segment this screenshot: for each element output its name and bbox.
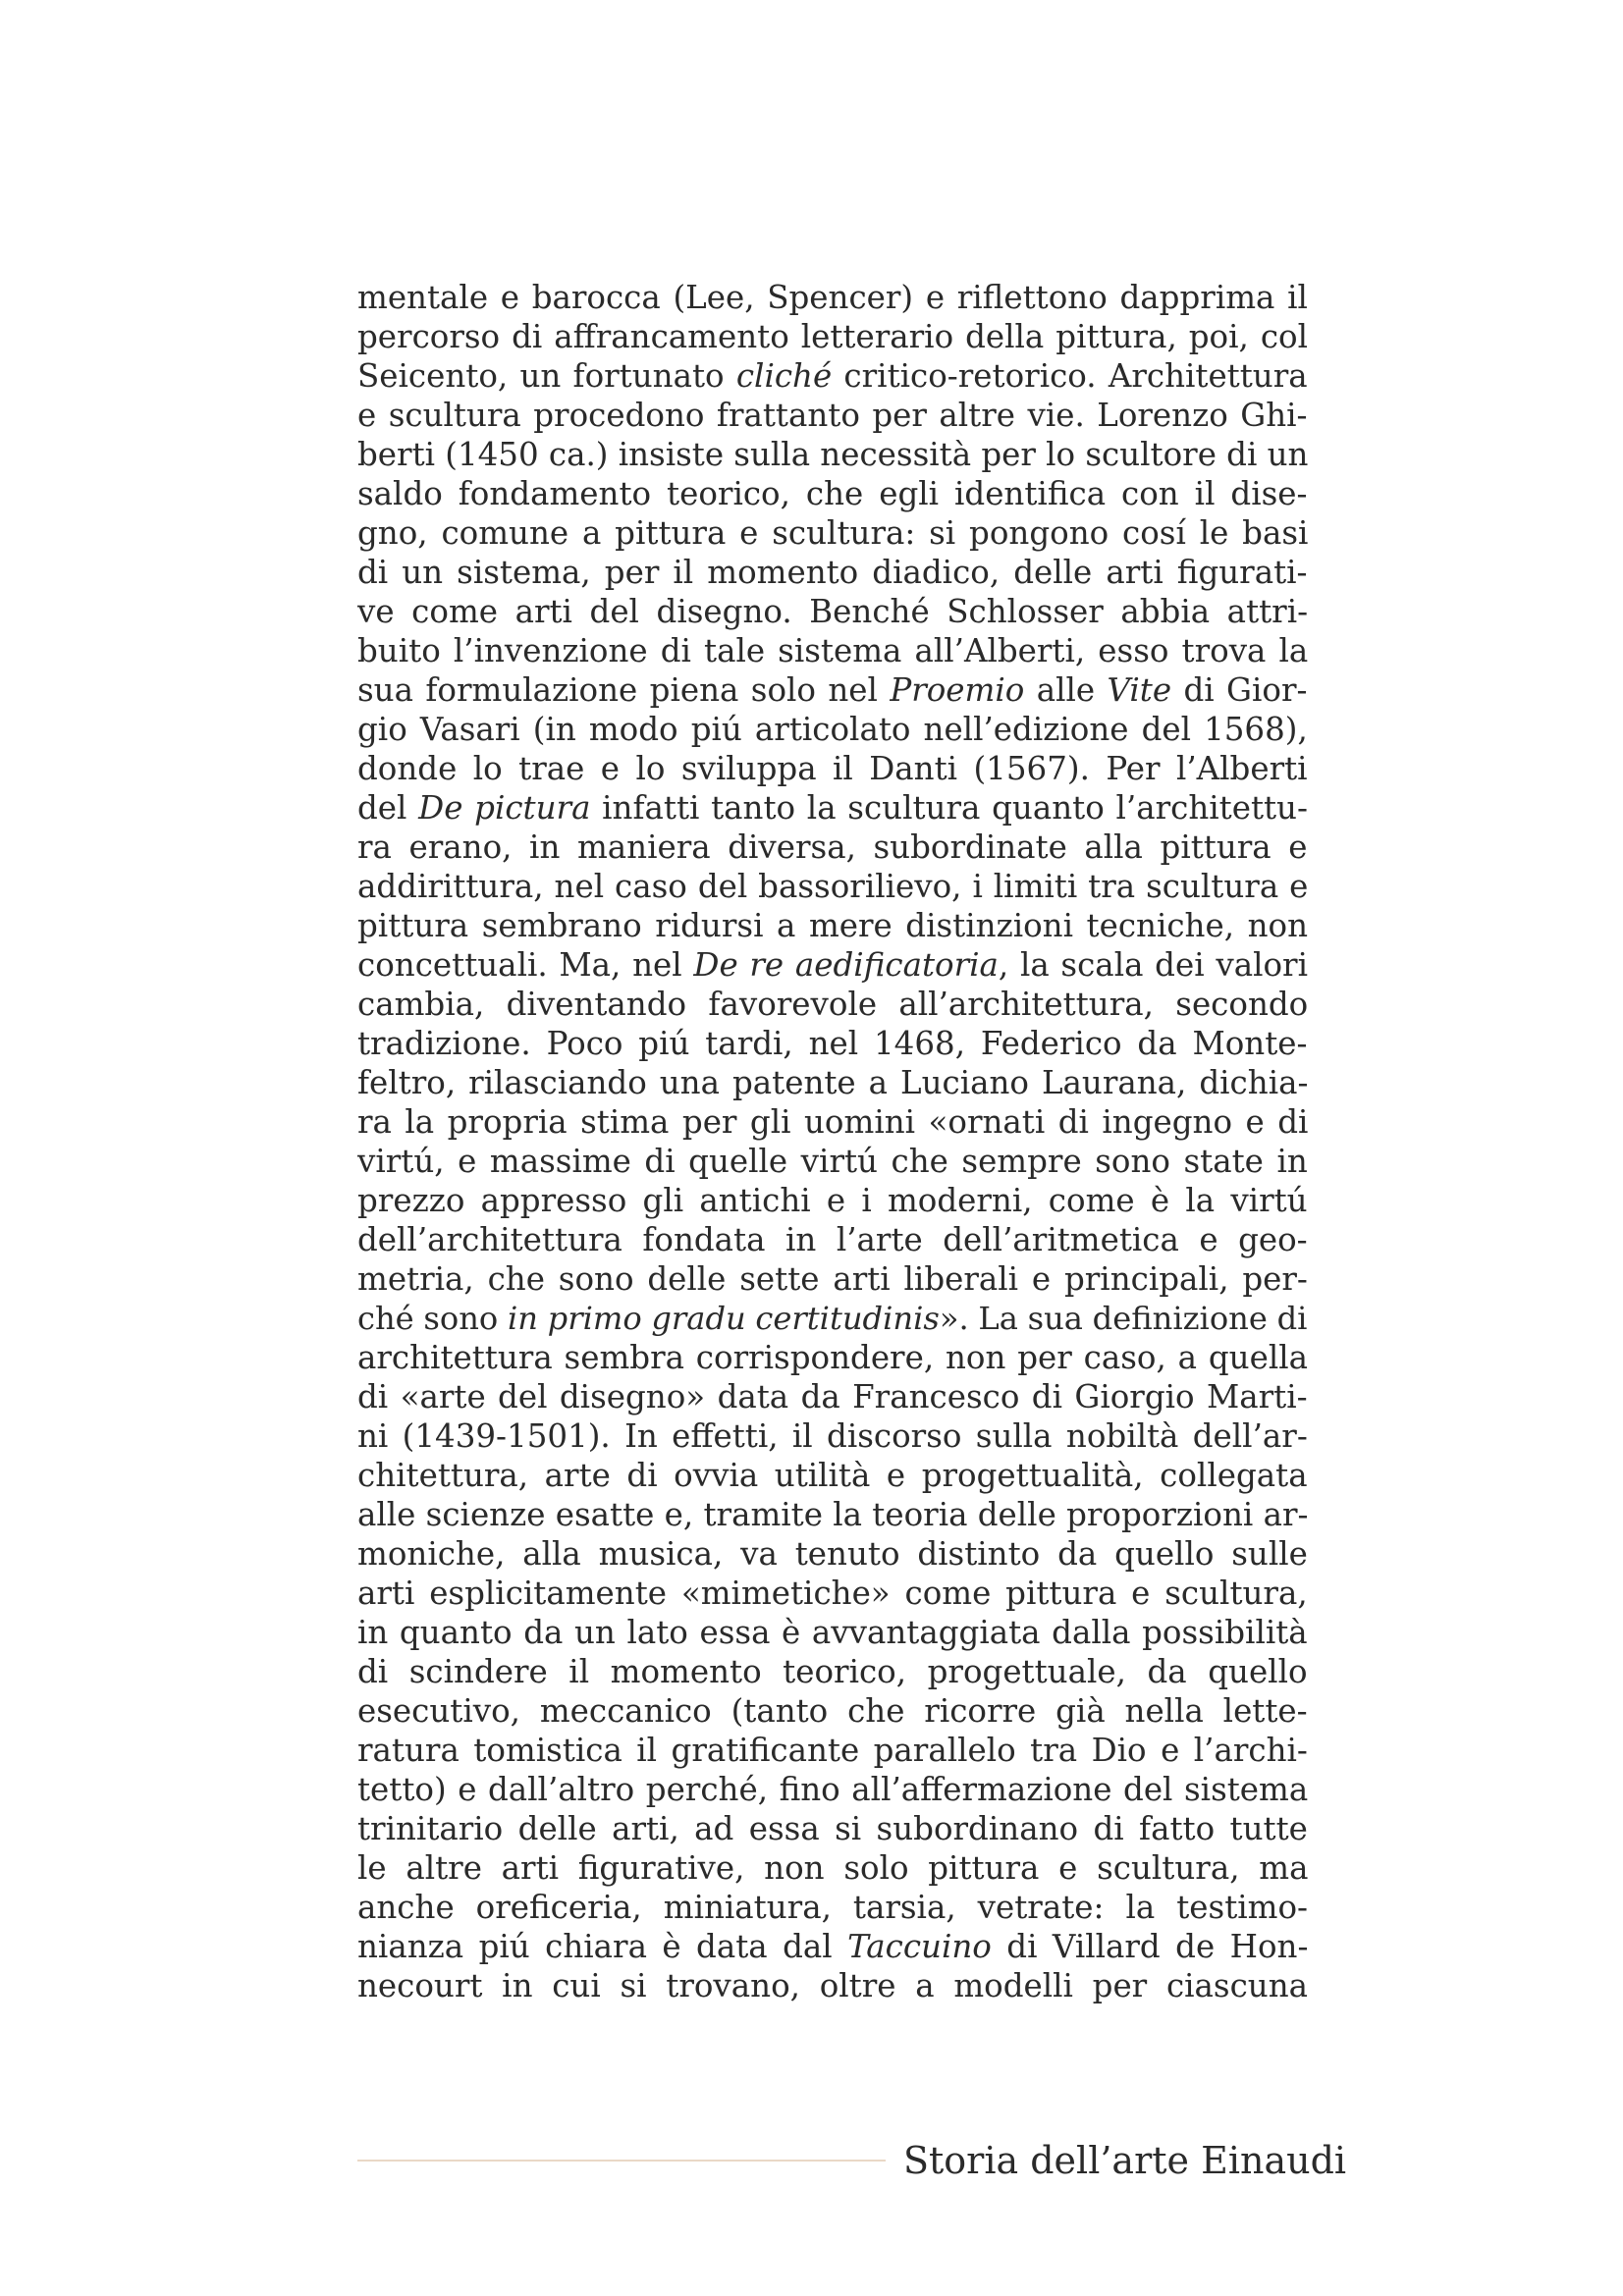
text-line: addirittura, nel caso del bassorilievo, i limiti tra scultura e [357, 868, 1308, 905]
italic-term: Taccuino [847, 1928, 992, 1965]
text-line: buito l’invenzione di tale sistema all’Alberti, esso trova la [357, 632, 1308, 669]
text-line: saldo fondamento teorico, che egli identifica con il dise- [357, 475, 1308, 512]
text-line: metria, che sono delle sette arti liberali e principali, per- [357, 1260, 1308, 1298]
italic-term: Proemio [890, 671, 1025, 709]
text-line: ché sono in primo gradu certitudinis». La sua definizione di [357, 1300, 1308, 1337]
text-line: tradizione. Poco piú tardi, nel 1468, Federico da Monte- [357, 1025, 1308, 1062]
text-line: moniche, alla musica, va tenuto distinto da quello sulle [357, 1535, 1308, 1573]
text-line: donde lo trae e lo sviluppa il Danti (1567). Per l’Alberti [357, 750, 1308, 787]
text-line: nianza piú chiara è data dal Taccuino di Villard de Hon- [357, 1928, 1308, 1965]
text-line: del De pictura infatti tanto la scultura quanto l’architettu- [357, 789, 1308, 827]
text-line: Seicento, un fortunato cliché critico-retorico. Architettura [357, 357, 1308, 395]
text-line: berti (1450 ca.) insiste sulla necessità per lo scultore di un [357, 436, 1308, 473]
text-line: tetto) e dall’altro perché, fino all’affermazione del sistema [357, 1771, 1308, 1808]
italic-term: De re aedificatoria [693, 946, 999, 984]
text-line: ratura tomistica il gratificante parallelo tra Dio e l’archi- [357, 1732, 1308, 1769]
footer-title: Storia dell’arte Einaudi [903, 2139, 1347, 2182]
text-line: gio Vasari (in modo piú articolato nell’edizione del 1568), [357, 711, 1308, 748]
text-line: di «arte del disegno» data da Francesco di Giorgio Marti- [357, 1378, 1308, 1415]
text-line: concettuali. Ma, nel De re aedificatoria, la scala dei valori [357, 946, 1308, 984]
italic-term: cliché [735, 357, 833, 395]
text-line: anche oreficeria, miniatura, tarsia, vetrate: la testimo- [357, 1889, 1308, 1926]
text-line: trinitario delle arti, ad essa si subordinano di fatto tutte [357, 1810, 1308, 1847]
text-line: ra la propria stima per gli uomini «ornati di ingegno e di [357, 1103, 1308, 1141]
text-line: in quanto da un lato essa è avvantaggiata dalla possibilità [357, 1614, 1308, 1651]
footer-rule [357, 2160, 886, 2162]
italic-term: in primo gradu certitudinis [507, 1300, 940, 1337]
text-line: gno, comune a pittura e scultura: si pongono cosí le basi [357, 514, 1308, 552]
text-line: alle scienze esatte e, tramite la teoria delle proporzioni ar- [357, 1496, 1308, 1533]
italic-term: Vite [1107, 671, 1172, 709]
text-line: dell’architettura fondata in l’arte dell’aritmetica e geo- [357, 1221, 1308, 1258]
text-line: di scindere il momento teorico, progettuale, da quello [357, 1653, 1308, 1690]
text-line: esecutivo, meccanico (tanto che ricorre già nella lette- [357, 1692, 1308, 1730]
text-line: virtú, e massime di quelle virtú che sempre sono state in [357, 1143, 1308, 1180]
text-line: necourt in cui si trovano, oltre a modelli per ciascuna [357, 1967, 1308, 2004]
text-line: pittura sembrano ridursi a mere distinzioni tecniche, non [357, 907, 1308, 944]
text-line: e scultura procedono frattanto per altre vie. Lorenzo Ghi- [357, 397, 1308, 434]
text-line: percorso di affrancamento letterario della pittura, poi, col [357, 318, 1308, 355]
body-text [357, 278, 1308, 2005]
text-line: cambia, diventando favorevole all’architettura, secondo [357, 986, 1308, 1023]
text-line: prezzo appresso gli antichi e i moderni, come è la virtú [357, 1182, 1308, 1219]
text-line: mentale e barocca (Lee, Spencer) e riflettono dapprima il [357, 279, 1308, 316]
text-line: di un sistema, per il momento diadico, delle arti figurati- [357, 554, 1308, 591]
text-line: feltro, rilasciando una patente a Luciano Laurana, dichia- [357, 1064, 1308, 1101]
text-line: ve come arti del disegno. Benché Schlosser abbia attri- [357, 593, 1308, 630]
text-line: arti esplicitamente «mimetiche» come pittura e scultura, [357, 1575, 1308, 1612]
text-line: le altre arti figurative, non solo pittura e scultura, ma [357, 1849, 1308, 1887]
italic-term: De pictura [418, 789, 591, 827]
text-line: chitettura, arte di ovvia utilità e progettualità, collegata [357, 1457, 1308, 1494]
text-line: ra erano, in maniera diversa, subordinate alla pittura e [357, 828, 1308, 866]
text-line: architettura sembra corrispondere, non per caso, a quella [357, 1339, 1308, 1376]
text-line: ni (1439-1501). In effetti, il discorso sulla nobiltà dell’ar- [357, 1417, 1308, 1455]
text-line: sua formulazione piena solo nel Proemio alle Vite di Gior- [357, 671, 1308, 709]
